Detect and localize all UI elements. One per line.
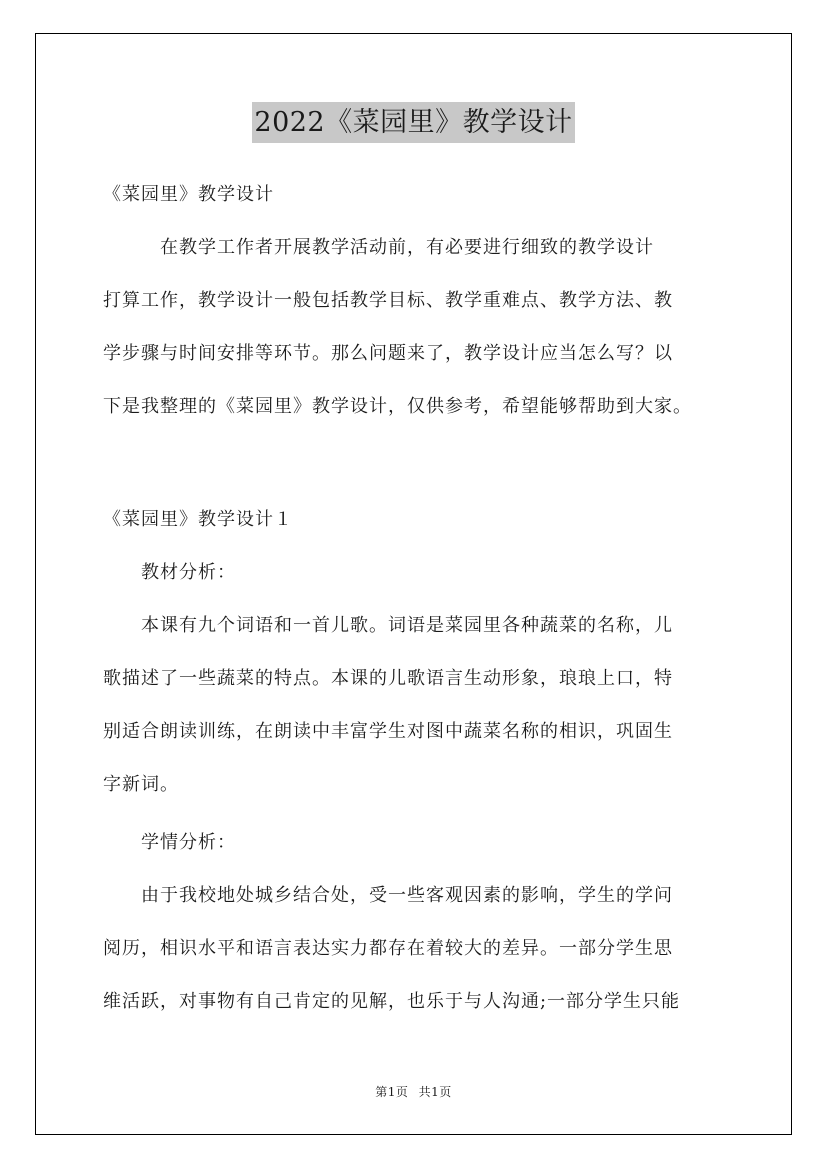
paragraph-line: 在教学工作者开展教学活动前，有必要进行细致的教学设计 [103, 237, 654, 258]
title-container [0, 102, 827, 143]
paragraph-line: 阅历，相识水平和语言表达实力都存在着较大的差异。一部分学生思 [103, 938, 673, 959]
paragraph-line: 打算工作，教学设计一般包括教学目标、教学重难点、教学方法、教 [103, 290, 673, 311]
section-heading-1: 《菜园里》教学设计１ [103, 509, 293, 530]
page-total: 共1页 [418, 1085, 452, 1099]
section-heading-intro: 《菜园里》教学设计 [103, 184, 274, 205]
paragraph-line: 学步骤与时间安排等环节。那么问题来了，教学设计应当怎么写？以 [103, 343, 673, 364]
paragraph-line: 由于我校地处城乡结合处，受一些客观因素的影响，学生的学问 [103, 885, 673, 906]
paragraph-line: 歌描述了一些蔬菜的特点。本课的儿歌语言生动形象，琅琅上口，特 [103, 668, 673, 689]
document-title: 2022《菜园里》教学设计 [252, 102, 574, 143]
paragraph-line: 维活跃，对事物有自己肯定的见解，也乐于与人沟通;一部分学生只能 [103, 991, 681, 1012]
paragraph-line: 下是我整理的《菜园里》教学设计，仅供参考，希望能够帮助到大家。 [103, 396, 692, 417]
paragraph-line: 字新词。 [103, 774, 179, 795]
subheading-student-analysis: 学情分析： [103, 832, 236, 853]
page-number: 第1页 [375, 1085, 409, 1099]
paragraph-line: 本课有九个词语和一首儿歌。词语是菜园里各种蔬菜的名称，儿 [103, 615, 673, 636]
page-footer [0, 1083, 827, 1100]
subheading-textbook-analysis: 教材分析： [103, 562, 236, 583]
paragraph-line: 别适合朗读训练，在朗读中丰富学生对图中蔬菜名称的相识，巩固生 [103, 721, 673, 742]
